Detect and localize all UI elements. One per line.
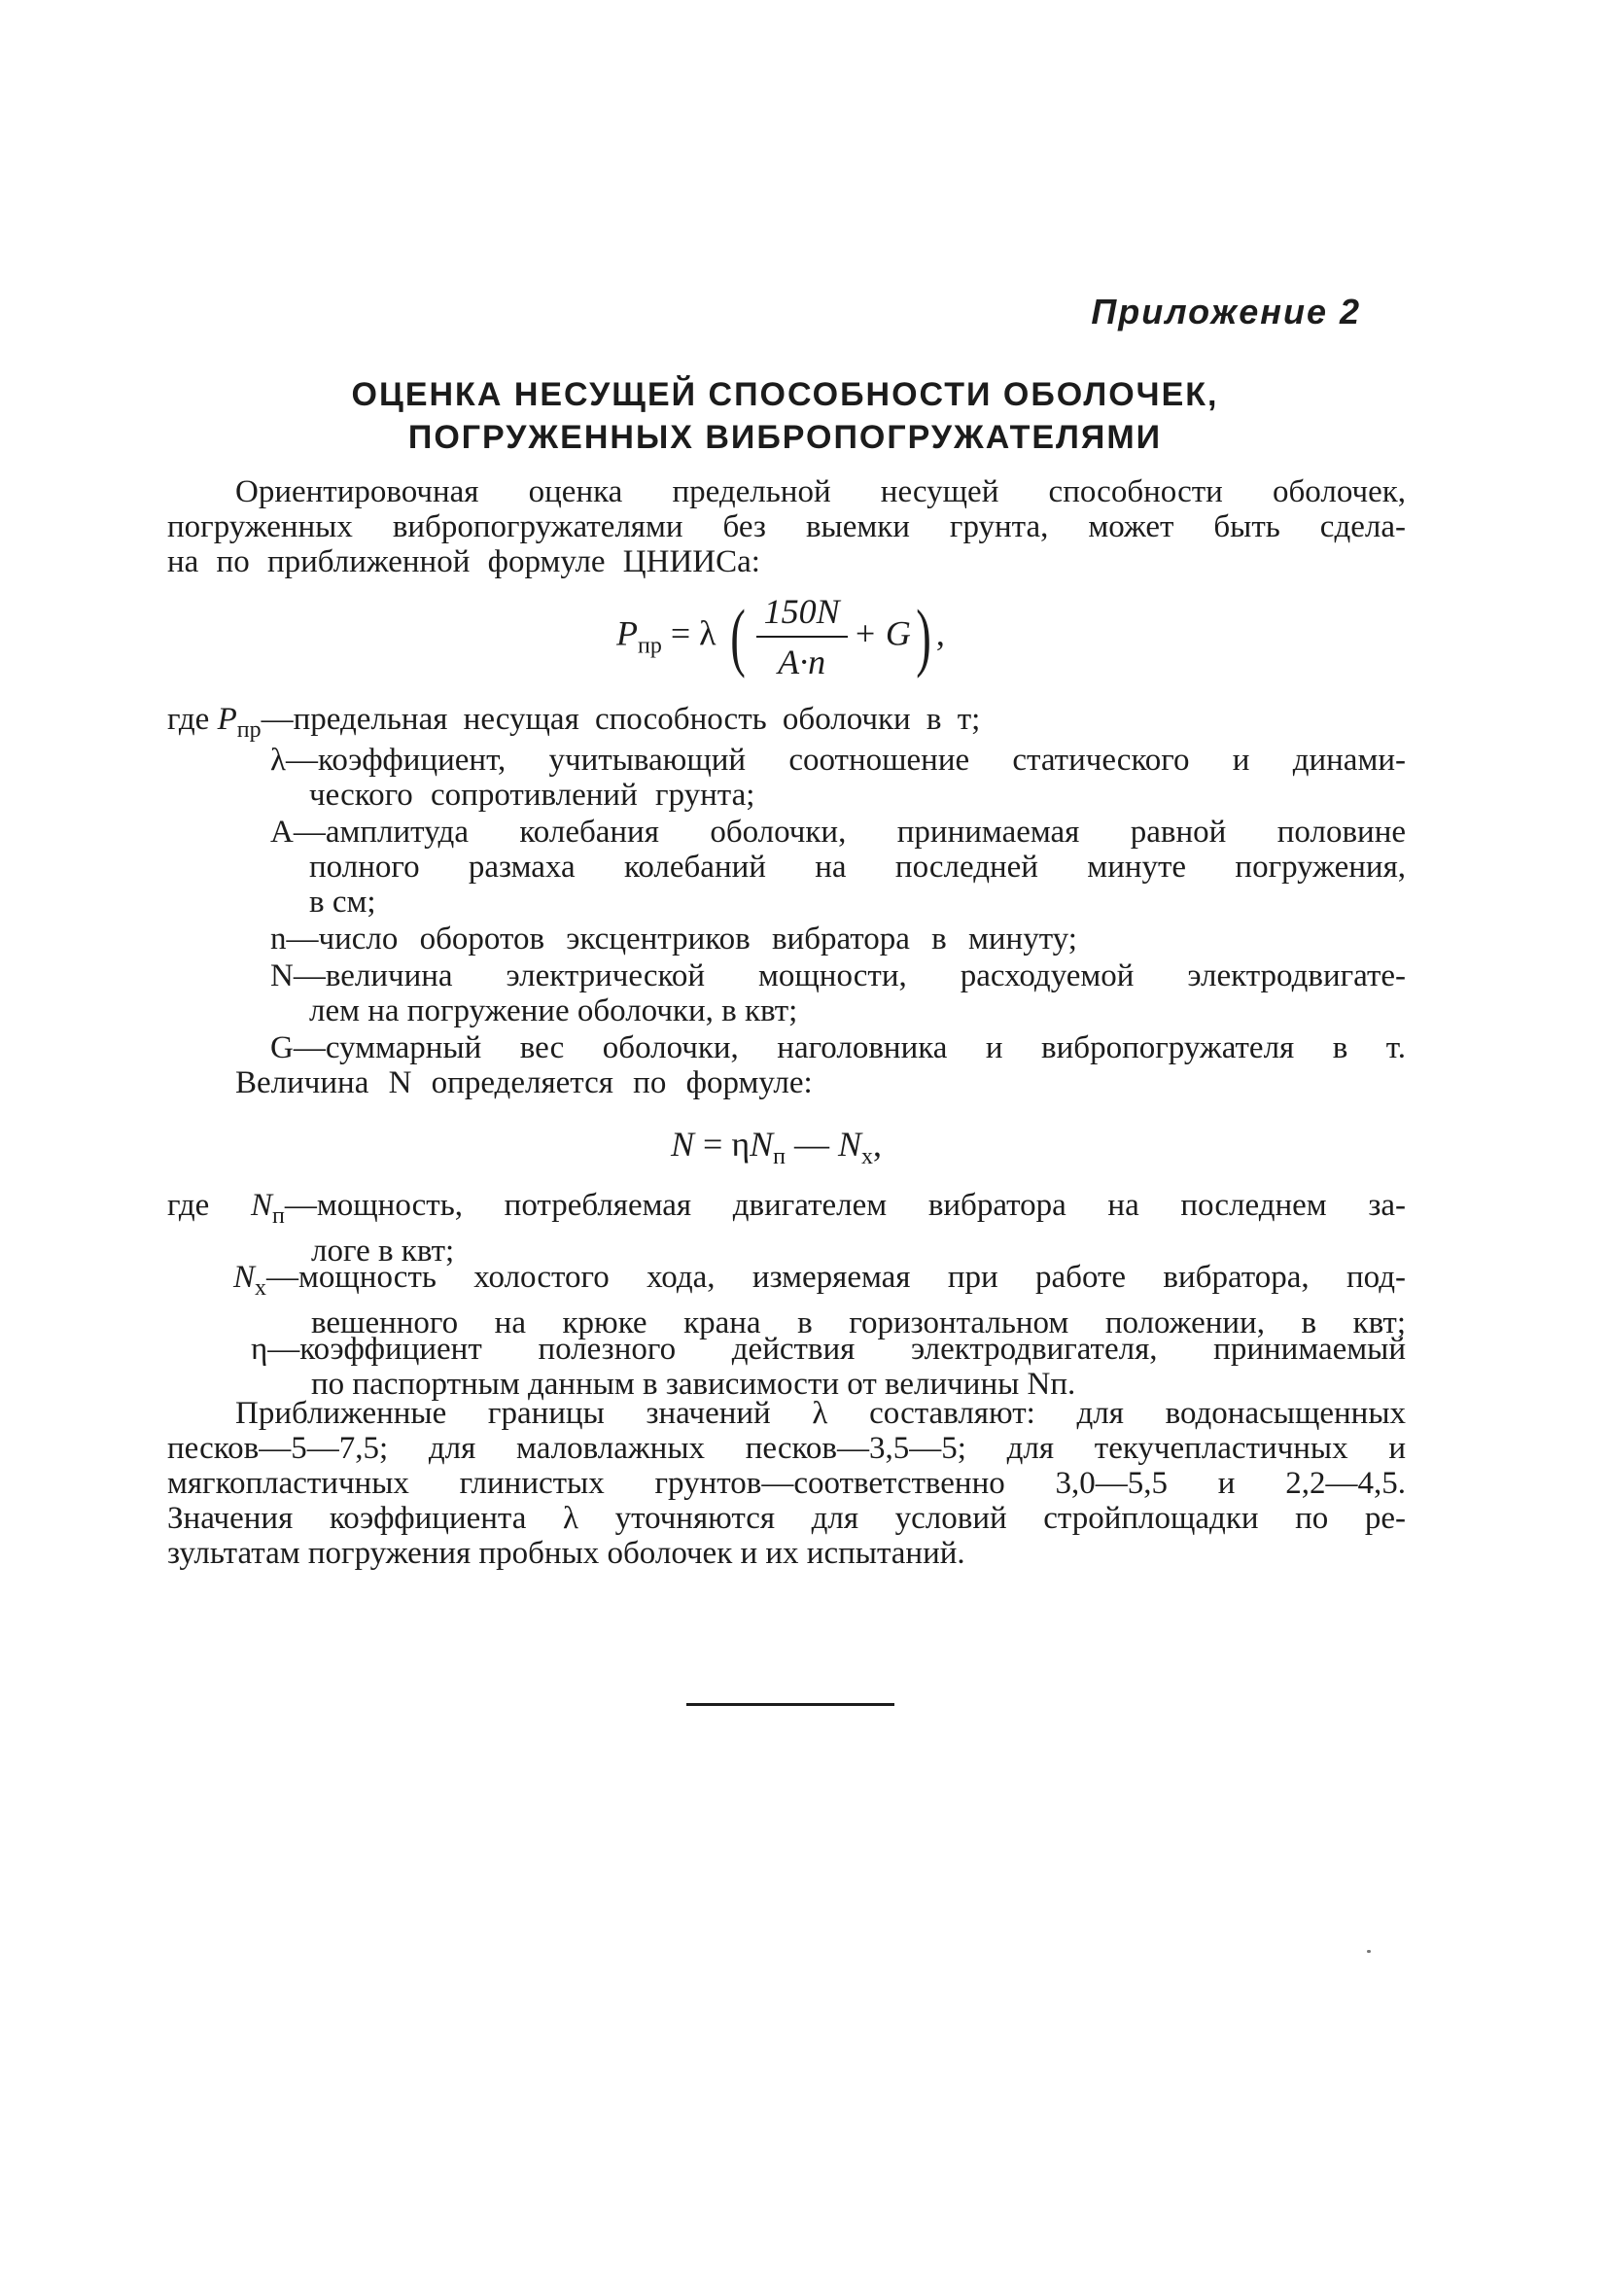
formula-bearing-capacity [616, 591, 945, 682]
formula1-lhs: P [616, 613, 638, 653]
def-nn-line-2: лем на погружение оболочки, в квт; [309, 993, 798, 1028]
def-eta [251, 1332, 1406, 1402]
def-p-prefix: где [167, 702, 210, 737]
def-n [270, 922, 1406, 957]
def-np-symbol: N [251, 1188, 273, 1223]
closing-line-5: зультатам погружения пробных оболочек и их испытаний. [167, 1536, 965, 1571]
intro-line-1: Ориентировочная оценка предельной несущей способности оболочек, [235, 474, 1406, 509]
left-paren: ( [729, 594, 746, 678]
def-nx-symbol: N [233, 1260, 256, 1295]
scan-speck [1367, 1950, 1371, 1953]
def-lambda-line-1: λ—коэффициент, учитывающий соотношение статического и динами- [270, 743, 1406, 778]
intro-paragraph [167, 474, 1406, 579]
def-g-line: G—суммарный вес оболочки, наголовника и вибропогружателя в т. [270, 1030, 1406, 1065]
formula1-numerator: 150N [756, 591, 848, 638]
formula2-n2: N [838, 1125, 862, 1164]
closing-line-4: Значения коэффициента λ уточняются для условий стройплощадки по ре- [167, 1501, 1406, 1536]
def-p-text: —предельная несущая способность оболочки в т; [261, 702, 981, 737]
formula2-eq: = η [694, 1125, 751, 1164]
def-lambda [270, 743, 1406, 813]
formula1-plus: + G [853, 613, 911, 653]
def-eta-line-2: по паспортным данным в зависимости от величины Nп. [311, 1367, 1076, 1402]
title-line-2: ПОГРУЖЕННЫХ ВИБРОПОГРУЖАТЕЛЯМИ [407, 419, 1163, 456]
closing-line-2: песков—5—7,5; для маловлажных песков—3,5—5; для текучепластичных и [167, 1431, 1406, 1466]
formula1-eq: = λ [661, 613, 717, 653]
def-a-line-2: полного размаха колебаний на последней минуте погружения, [309, 850, 1406, 885]
def-np-sub: п [272, 1203, 285, 1229]
formula2-n2-sub: х [861, 1144, 874, 1169]
formula1-lhs-sub: пр [638, 633, 662, 659]
closing-paragraph [167, 1396, 1406, 1571]
n-intro-text: Величина N определяется по формуле: [235, 1065, 813, 1100]
def-nx-text: —мощность холостого хода, измеряемая при работе вибратора, под- [266, 1260, 1406, 1295]
def-g [270, 1030, 1406, 1065]
def-a [270, 815, 1406, 920]
formula2-trail: , [873, 1125, 883, 1164]
n-intro [167, 1065, 1406, 1100]
formula2-n1: N [750, 1125, 774, 1164]
def-nx-line-1 [233, 1260, 1406, 1305]
def-a-line-3: в см; [309, 885, 376, 920]
intro-line-3: на по приближенной формуле ЦНИИСа: [167, 544, 760, 579]
def-nx-sub: х [255, 1275, 267, 1301]
def-nx-line-2: вешенного на крюке крана в горизонтальном положении, в квт; [311, 1305, 1406, 1340]
def-p [167, 702, 1406, 748]
def-a-line-1: A—амплитуда колебания оболочки, принимаемая равной половине [270, 815, 1406, 850]
formula1-trail: , [935, 613, 945, 653]
end-rule [686, 1703, 894, 1706]
formula-power [671, 1124, 882, 1170]
formula2-n1-sub: п [773, 1144, 787, 1169]
intro-line-2: погруженных вибропогружателями без выемки грунта, может быть сдела- [167, 509, 1406, 544]
def-nx [233, 1260, 1406, 1340]
def-np [167, 1188, 1406, 1269]
closing-line-3: мягкопластичных глинистых грунтов—соответственно 3,0—5,5 и 2,2—4,5. [167, 1466, 1406, 1501]
def-nn-line-1: N—величина электрической мощности, расходуемой электродвигате- [270, 958, 1406, 993]
def-np-text: —мощность, потребляемая двигателем вибратора на последнем за- [284, 1188, 1406, 1223]
appendix-label: Приложение 2 [1091, 292, 1361, 331]
def-np-line-1 [167, 1188, 1406, 1234]
formula2-minus: — [786, 1125, 839, 1164]
formula1-fraction [756, 591, 848, 682]
title-line-1: ОЦЕНКА НЕСУЩЕЙ СПОСОБНОСТИ ОБОЛОЧЕК, [351, 376, 1219, 413]
formula2-lhs: N [671, 1125, 695, 1164]
def-np-line-2: логе в квт; [311, 1234, 455, 1269]
def-eta-line-1: η—коэффициент полезного действия электродвигателя, принимаемый [251, 1332, 1406, 1367]
closing-line-1: Приближенные границы значений λ составляют: для водонасыщенных [235, 1396, 1406, 1431]
def-np-prefix: где [167, 1188, 210, 1223]
def-nn [270, 958, 1406, 1028]
def-p-symbol: P [217, 702, 237, 737]
right-paren: ) [916, 594, 931, 678]
def-p-sub: пр [236, 717, 262, 743]
def-n-line: n—число оборотов эксцентриков вибратора в минуту; [270, 922, 1077, 957]
formula1-denominator: A·n [778, 643, 826, 681]
def-lambda-line-2: ческого сопротивлений грунта; [309, 778, 755, 813]
